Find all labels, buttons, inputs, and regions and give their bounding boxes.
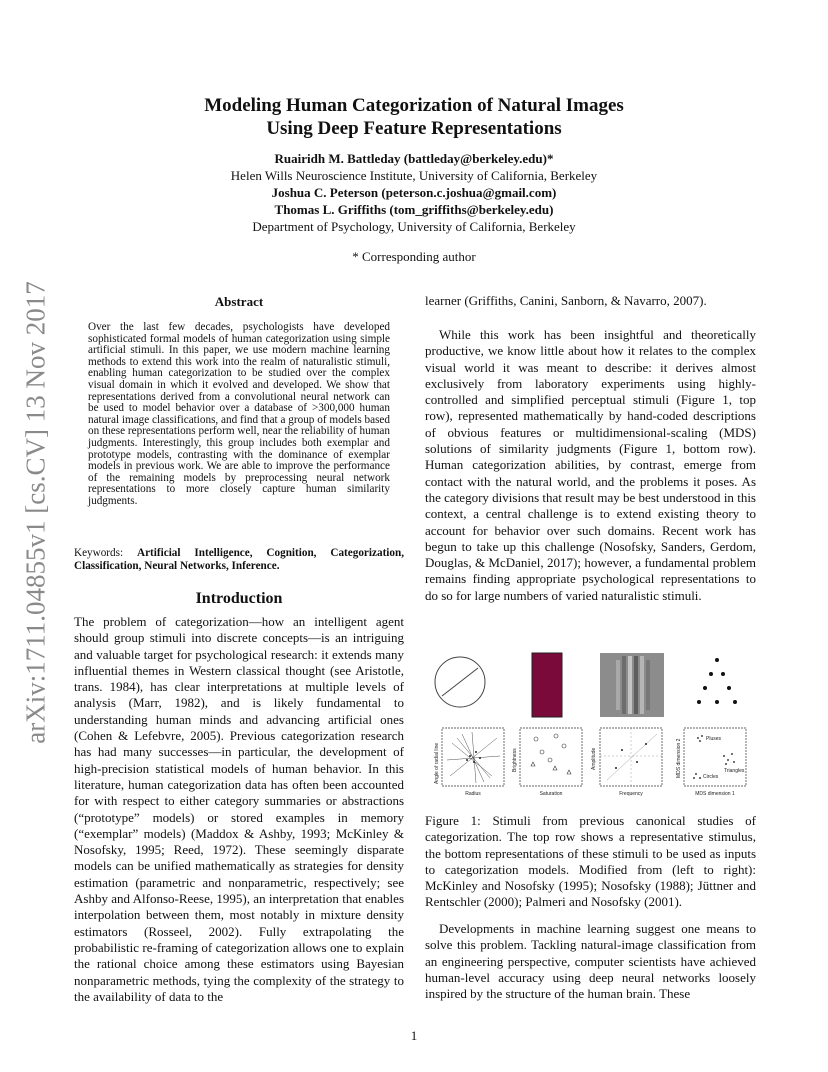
arxiv-id: arXiv:1711.04855v1 [cs.CV] 13 Nov 2017 <box>20 281 51 744</box>
title-line-2: Using Deep Feature Representations <box>266 118 562 139</box>
x-label-radius: Radius <box>465 791 481 797</box>
introduction-heading: Introduction <box>195 590 283 607</box>
arxiv-stamp <box>16 272 56 762</box>
author-3: Thomas L. Griffiths (tom_griffiths@berkeley.edu) <box>274 202 554 217</box>
author-block <box>0 150 828 235</box>
cluster-label-triangles: Triangles <box>724 768 745 774</box>
y-label-angle: Angle of radial line <box>434 742 440 784</box>
introduction-text: The problem of categorization—how an intelligent agent should group stimuli into discrete concepts—is an intriguing and valuable target for psychological research: it extends many influential themes in Western classical thought (see Aristotle, trans. 1984), has clear interpretations at multiple levels of analysis (Marr, 1982), and is likely fundamental to understanding human minds and advancing artificial ones (Cohen & Lefebvre, 2005). Previous categorization research has had many successes—in particular, the development of high-precision statistical models of human behavior. In this literature, human categorization data has often been accounted for with respect to either category summaries or abstractions (“prototype” models) or stored examples in memory (“exemplar” models) (Maddox & Ashby, 1993; McKinley & Nosofsky, 1995; Reed, 1972). These seemingly disparate models can be unified mathematically as strategies for density estimation (parametric and nonparametric, respectively; see Ashby and Alfonso-Reese, 1995), an interpretation that enables interpolation between them, most notably in mixture density estimators (Rosseel, 2002). Fully extrapolating the probabilistic re-framing of categorization allows one to explain the rational choice among these estimators using Bayesian nonparametric methods, tying the complexity of the strategy to the availability of data to the <box>74 614 404 1004</box>
plot-mds <box>676 728 746 797</box>
right-paragraph-3: Developments in machine learning suggest one means to solve this problem. Tackling natural-image classification from an engineering perspective, computer scientists have achieved human-level accuracy using deep neural networks loosely inspired by the structure of the human brain. These <box>425 921 756 1002</box>
page-number: 1 <box>410 1028 418 1043</box>
stimulus-dot-pattern <box>697 658 737 704</box>
keywords-label: Keywords: <box>74 547 124 559</box>
x-label-mds1: MDS dimension 1 <box>695 791 735 797</box>
keywords <box>74 547 404 572</box>
right-paragraph-1: learner (Griffiths, Canini, Sanborn, & Navarro, 2007). <box>425 293 707 308</box>
author-1: Ruairidh M. Battleday (battleday@berkeley.edu)* <box>274 151 554 166</box>
figure-1 <box>432 648 758 802</box>
author-2: Joshua C. Peterson (peterson.c.joshua@gmail.com) <box>271 185 557 200</box>
paper-title <box>0 94 828 140</box>
cluster-label-pluses: Pluses <box>706 736 722 742</box>
x-label-saturation: Saturation <box>539 791 563 797</box>
abstract-heading: Abstract <box>214 294 264 309</box>
y-label-amplitude: Amplitude <box>591 747 597 770</box>
plot-radius-angle <box>434 728 504 797</box>
plot-frequency-amplitude <box>591 728 662 797</box>
affiliation-2: Department of Psychology, University of California, Berkeley <box>252 219 576 234</box>
y-label-brightness: Brightness <box>512 748 518 772</box>
stimulus-circle <box>435 657 485 707</box>
x-label-frequency: Frequency <box>619 791 643 797</box>
plot-saturation-brightness <box>512 728 582 797</box>
stimulus-color-bar <box>532 653 562 717</box>
abstract-text: Over the last few decades, psychologists have developed sophisticated formal models of human categorization using simple artificial stimuli. In this paper, we use modern machine learning methods to extend this work into the realm of naturalistic stimuli, enabling human categorization to be studied over the complex visual domain in which it evolved and developed. We show that representations derived from a convolutional neural network can be used to model behavior over a database of >300,000 human natural image classifications, and find that a group of models based on these representations perform well, near the reliability of human judgments. Interestingly, this group includes both exemplar and prototype models, contrasting with the dominance of exemplar models in previous work. We are able to improve the performance of the remaining models by preprocessing neural network representations to more closely capture human similarity judgments. <box>88 321 390 507</box>
cluster-label-circles: Circles <box>703 774 719 780</box>
y-label-mds2: MDS dimension 2 <box>676 738 682 778</box>
keywords-list: Artificial Intelligence, Cognition, Categorization, Classification, Neural Networks, Inference. <box>74 547 405 572</box>
title-line-1: Modeling Human Categorization of Natural Images <box>204 95 624 116</box>
stimulus-gabor-patch <box>600 653 664 717</box>
figure-1-caption: Figure 1: Stimuli from previous canonical studies of categorization. The top row shows a representative stimulus, the bottom representations of these stimuli to be used as inputs to categorization models. Modified from (left to right): McKinley and Nosofsky (1995); Nosofsky (1988); Jüttner and Rentschler (2000); Palmeri and Nosofsky (2001). <box>425 813 756 910</box>
corresponding-note: * Corresponding author <box>352 249 476 264</box>
right-paragraph-2: While this work has been insightful and theoretically productive, we know little about how it relates to the complex visual world it was meant to describe: it derives almost exclusively from laboratory experiments using highly-controlled and simplified perceptual stimuli (Figure 1, top row), represented mathematically by hand-coded descriptions of obvious features or multidimensional-scaling (MDS) solutions of similarity judgments (Figure 1, bottom row). Human categorization abilities, by contrast, emerge from contact with the natural world, and the problems it poses. As the category divisions that result may be best understood in this context, a central challenge is to extend existing theory to account for behavior over such domains. Recent work has begun to take up this challenge (Nosofsky, Sanders, Gerdom, Douglas, & McDaniel, 2017); however, a fundamental problem remains finding appropriate psychological representations to do so for large numbers of varied naturalistic stimuli. <box>425 327 756 603</box>
affiliation-1: Helen Wills Neuroscience Institute, University of California, Berkeley <box>230 168 598 183</box>
